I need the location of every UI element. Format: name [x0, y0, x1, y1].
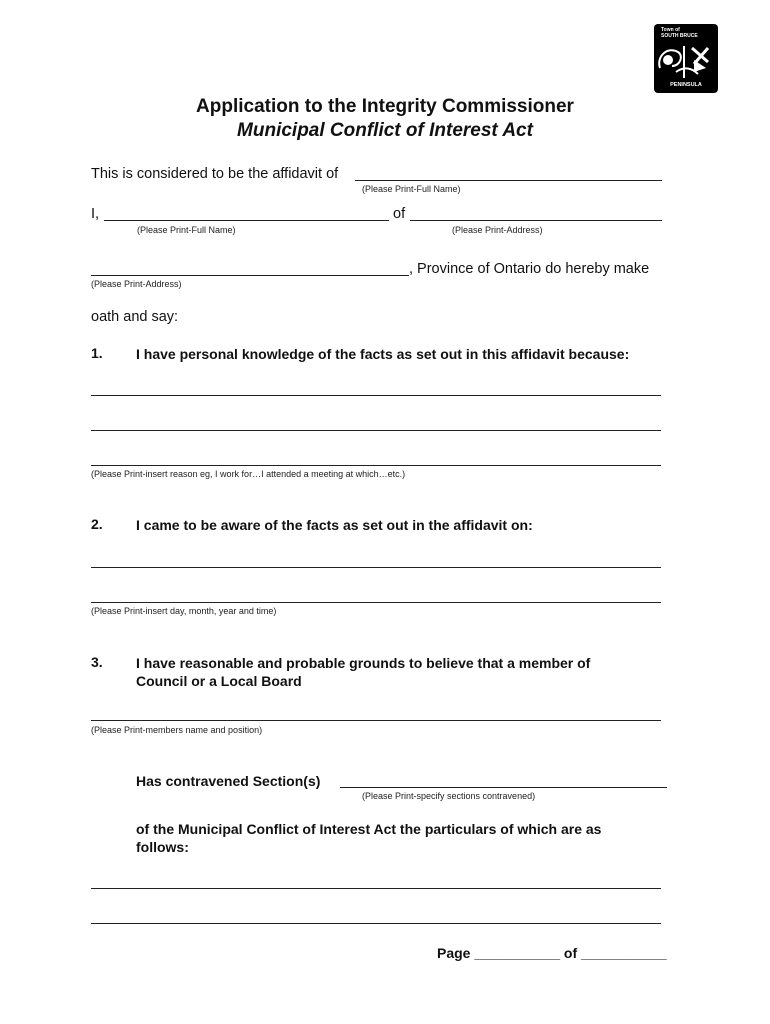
question-2-text: I came to be aware of the facts as set out in the affidavit on:: [136, 517, 533, 533]
province-text: , Province of Ontario do hereby make: [409, 261, 650, 277]
q2-answer-line-2[interactable]: [91, 602, 661, 603]
i-label: I,: [91, 206, 100, 222]
document-subtitle: Municipal Conflict of Interest Act: [237, 120, 533, 141]
affidavit-name-hint: (Please Print-Full Name): [362, 184, 461, 194]
logo-emblem-icon: [654, 38, 718, 82]
particulars-text-line-1: of the Municipal Conflict of Interest Act the particulars of which are as: [136, 821, 602, 837]
full-name-hint: (Please Print-Full Name): [137, 225, 236, 235]
q1-answer-line-2[interactable]: [91, 430, 661, 431]
sections-label: Has contravened Section(s): [136, 773, 321, 789]
town-logo: [654, 24, 718, 93]
logo-town-of: Town of: [661, 27, 680, 33]
particulars-line-2[interactable]: [91, 923, 661, 924]
question-1-text: I have personal knowledge of the facts as set out in this affidavit because:: [136, 346, 630, 362]
question-3-text-line-1: I have reasonable and probable grounds to believe that a member of: [136, 655, 591, 671]
question-3-number: 3.: [91, 654, 103, 670]
particulars-line-1[interactable]: [91, 888, 661, 889]
address-hint: (Please Print-Address): [452, 225, 543, 235]
address-line-2[interactable]: [91, 275, 409, 276]
particulars-text-line-2: follows:: [136, 839, 189, 855]
full-name-line[interactable]: [104, 220, 389, 221]
affidavit-intro-text: This is considered to be the affidavit of: [91, 166, 339, 182]
q1-hint: (Please Print-insert reason eg, I work for…I attended a meeting at which…etc.): [91, 469, 406, 479]
sections-line[interactable]: [340, 787, 667, 788]
q2-answer-line-1[interactable]: [91, 567, 661, 568]
q3-member-line[interactable]: [91, 720, 661, 721]
address-line[interactable]: [410, 220, 662, 221]
logo-peninsula-text: PENINSULA: [670, 82, 702, 88]
q3-member-hint: (Please Print-members name and position): [91, 725, 263, 735]
document-title: Application to the Integrity Commissioner: [196, 96, 574, 117]
of-label: of: [393, 206, 406, 222]
question-2-number: 2.: [91, 516, 103, 532]
q1-answer-line-1[interactable]: [91, 395, 661, 396]
question-1-number: 1.: [91, 345, 103, 361]
address-hint-2: (Please Print-Address): [91, 279, 182, 289]
sections-hint: (Please Print-specify sections contravened): [362, 791, 536, 801]
oath-text: oath and say:: [91, 309, 179, 325]
question-3-text-line-2: Council or a Local Board: [136, 673, 302, 689]
logo-town-name: SOUTH BRUCE: [661, 33, 698, 39]
q2-hint: (Please Print-insert day, month, year and time): [91, 606, 277, 616]
affidavit-name-line[interactable]: [355, 180, 662, 181]
page-number-footer: Page ___________ of ___________: [437, 945, 667, 961]
q1-answer-line-3[interactable]: [91, 465, 661, 466]
